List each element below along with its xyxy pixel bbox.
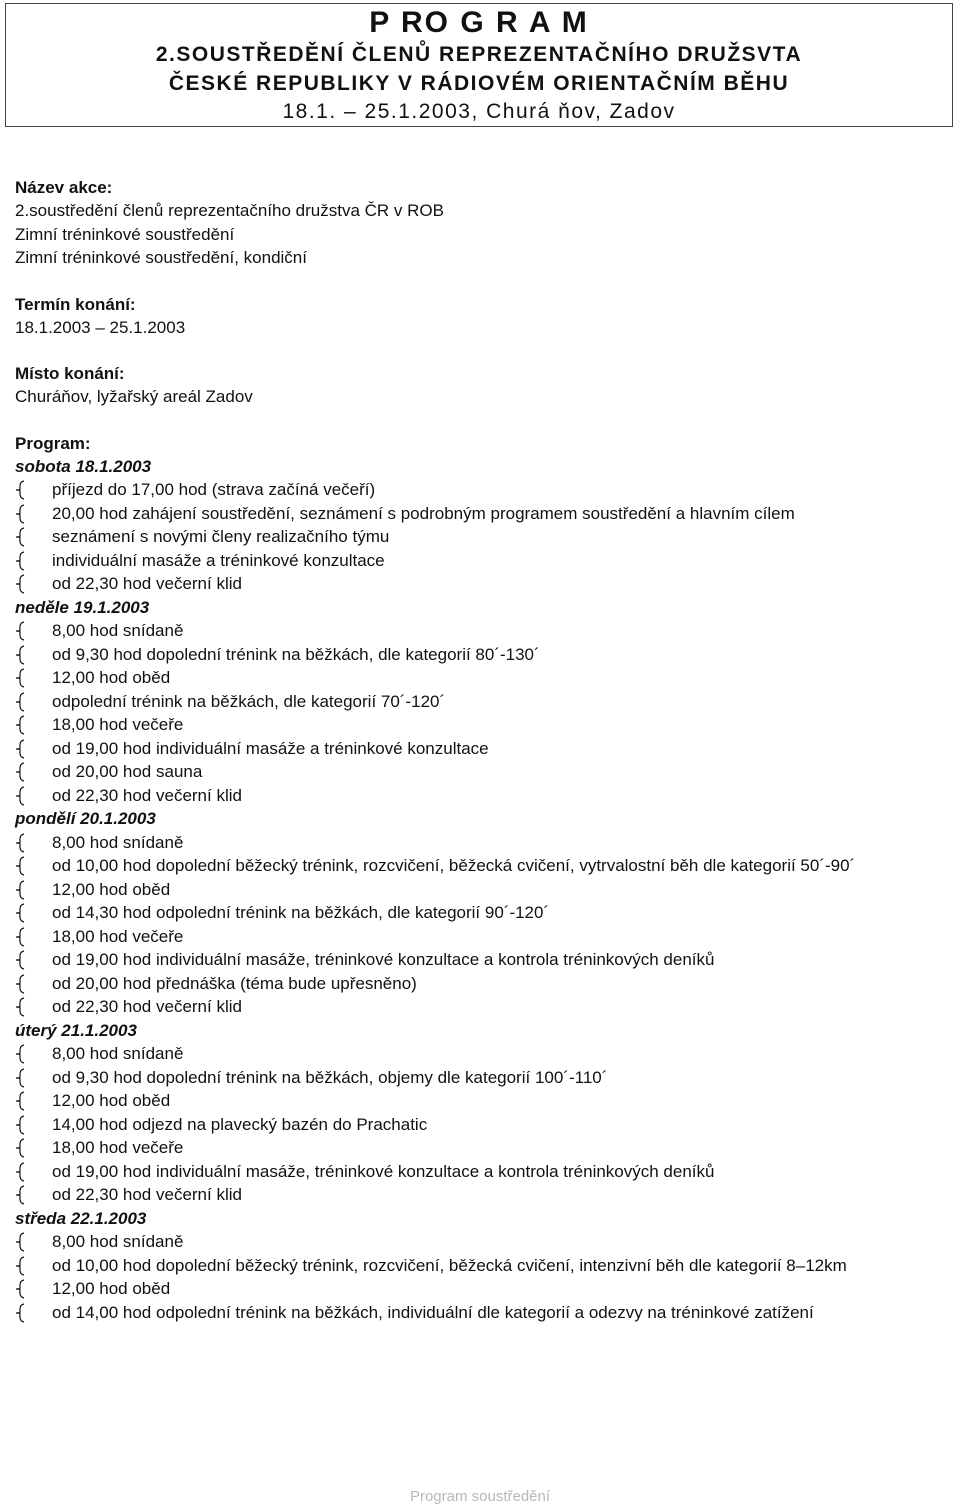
program-item-text: 8,00 hod snídaně: [52, 1232, 184, 1251]
program-item-text: příjezd do 17,00 hod (strava začíná večeří): [52, 480, 376, 499]
program-item-text: od 9,30 hod dopolední trénink na běžkách, objemy dle kategorií 100´-110´: [52, 1067, 608, 1087]
program-item: [15, 572, 945, 596]
brace-bullet-icon: [15, 739, 27, 759]
program-item: [15, 643, 945, 667]
brace-bullet-icon: [15, 903, 27, 923]
program-label: Program:: [15, 433, 91, 453]
brace-bullet-icon: [15, 551, 27, 571]
day-title: sobota 18.1.2003: [15, 456, 152, 476]
program-item-text: od 20,00 hod přednáška (téma bude upřesněno): [52, 973, 417, 993]
program-item: [15, 737, 945, 761]
page-footer: Program soustředění: [409, 1488, 551, 1505]
brace-bullet-icon: [15, 997, 27, 1017]
brace-bullet-icon: [15, 880, 27, 900]
brace-bullet-icon: [15, 974, 27, 994]
brace-bullet-icon: [15, 1256, 27, 1276]
program-item-text: od 22,30 hod večerní klid: [52, 997, 242, 1016]
program-item-text: od 9,30 hod dopolední trénink na běžkách, dle kategorií 80´-130´: [52, 644, 540, 664]
place-label: Místo konání:: [15, 364, 125, 383]
program-days: [15, 455, 945, 1325]
event-name-label: Název akce:: [15, 178, 113, 197]
program-item: [15, 1066, 945, 1090]
brace-bullet-icon: [15, 504, 27, 524]
program-item-text: 12,00 hod oběd: [52, 668, 171, 687]
brace-bullet-icon: [15, 1068, 27, 1088]
brace-bullet-icon: [15, 1091, 27, 1111]
brace-bullet-icon: [15, 1303, 27, 1323]
program-item-text: 18,00 hod večeře: [52, 926, 184, 946]
brace-bullet-icon: [15, 762, 27, 782]
program-item: [15, 972, 945, 996]
program-item: [15, 1136, 945, 1160]
brace-bullet-icon: [15, 1115, 27, 1135]
program-item: [15, 666, 945, 690]
brace-bullet-icon: [15, 621, 27, 641]
page-title: P RO G R A M: [369, 6, 589, 39]
program-item: [15, 690, 945, 714]
brace-bullet-icon: [15, 645, 27, 665]
program-item-text: 18,00 hod večeře: [52, 715, 184, 734]
brace-bullet-icon: [15, 1232, 27, 1252]
header-line-2: ČESKÉ REPUBLIKY V RÁDIOVÉM ORIENTAČNÍM BĚHU: [168, 72, 790, 95]
brace-bullet-icon: [15, 927, 27, 947]
program-item-text: odpolední trénink na běžkách, dle kategorií 70´-120´: [52, 691, 446, 711]
program-item: [15, 478, 945, 502]
program-item-text: individuální masáže a tréninkové konzultace: [52, 550, 385, 570]
program-item: [15, 760, 945, 784]
brace-bullet-icon: [15, 480, 27, 500]
brace-bullet-icon: [15, 856, 27, 876]
event-name-line: Zimní tréninkové soustředění: [15, 224, 235, 244]
program-item-text: seznámení s novými členy realizačního týmu: [52, 527, 390, 546]
program-item: [15, 1113, 945, 1137]
program-item-text: od 10,00 hod dopolední běžecký trénink, rozcvičení, běžecká cvičení, intenzivní běh dle kategorií 8–12km: [52, 1255, 847, 1275]
program-item-text: od 19,00 hod individuální masáže, tréninkové konzultace a kontrola tréninkových deníků: [52, 950, 715, 969]
program-item-text: 14,00 hod odjezd na plavecký bazén do Prachatic: [52, 1114, 428, 1134]
program-item: [15, 502, 945, 526]
program-item: [15, 925, 945, 949]
document-body: [15, 176, 945, 1324]
program-item-text: od 19,00 hod individuální masáže a tréninkové konzultace: [52, 738, 489, 758]
header-box: [5, 3, 953, 127]
brace-bullet-icon: [15, 1138, 27, 1158]
program-item: [15, 525, 945, 549]
program-item: [15, 831, 945, 855]
program-item: [15, 784, 945, 808]
program-item: [15, 854, 945, 878]
day-title: úterý 21.1.2003: [15, 1020, 137, 1040]
brace-bullet-icon: [15, 527, 27, 547]
program-item-text: od 22,30 hod večerní klid: [52, 785, 242, 805]
program-item-text: 20,00 hod zahájení soustředění, seznámení s podrobným programem soustředění a hlavním cílem: [52, 503, 795, 523]
brace-bullet-icon: [15, 1279, 27, 1299]
program-item-text: od 14,30 hod odpolední trénink na běžkách, dle kategorií 90´-120´: [52, 903, 550, 922]
brace-bullet-icon: [15, 833, 27, 853]
event-name-line: 2.soustředění členů reprezentačního družstva ČR v ROB: [15, 201, 444, 220]
program-item: [15, 995, 945, 1019]
program-item: [15, 1042, 945, 1066]
program-item-text: od 19,00 hod individuální masáže, tréninkové konzultace a kontrola tréninkových deníků: [52, 1161, 715, 1181]
program-item: [15, 1089, 945, 1113]
event-name-line: Zimní tréninkové soustředění, kondiční: [15, 248, 307, 267]
term-value: 18.1.2003 – 25.1.2003: [15, 317, 186, 337]
program-item: [15, 901, 945, 925]
program-item-text: 8,00 hod snídaně: [52, 1044, 184, 1063]
term-label: Termín konání:: [15, 294, 136, 314]
day-title: středa 22.1.2003: [15, 1208, 147, 1228]
day-title: neděle 19.1.2003: [15, 597, 150, 617]
program-item-text: 12,00 hod oběd: [52, 879, 171, 899]
program-item-text: 8,00 hod snídaně: [52, 621, 184, 640]
brace-bullet-icon: [15, 715, 27, 735]
program-item-text: od 22,30 hod večerní klid: [52, 1185, 242, 1204]
program-item: [15, 549, 945, 573]
program-item: [15, 619, 945, 643]
program-item: [15, 1183, 945, 1207]
program-item: [15, 1254, 945, 1278]
brace-bullet-icon: [15, 692, 27, 712]
brace-bullet-icon: [15, 950, 27, 970]
brace-bullet-icon: [15, 786, 27, 806]
program-item-text: od 22,30 hod večerní klid: [52, 574, 242, 593]
place-value: Churáňov, lyžařský areál Zadov: [15, 387, 253, 406]
program-item: [15, 948, 945, 972]
program-item-text: 8,00 hod snídaně: [52, 832, 184, 852]
program-item-text: 18,00 hod večeře: [52, 1138, 184, 1157]
program-item-text: od 14,00 hod odpolední trénink na běžkách, individuální dle kategorií a odezvy na tréninkové zatížení: [52, 1302, 814, 1322]
program-item: [15, 1277, 945, 1301]
header-line-1: 2.SOUSTŘEDĚNÍ ČLENŮ REPREZENTAČNÍHO DRUŽSVTA: [155, 43, 803, 66]
program-item: [15, 1230, 945, 1254]
program-item: [15, 713, 945, 737]
program-item: [15, 878, 945, 902]
program-item: [15, 1301, 945, 1325]
brace-bullet-icon: [15, 1044, 27, 1064]
program-item-text: 12,00 hod oběd: [52, 1279, 171, 1298]
program-item-text: 12,00 hod oběd: [52, 1091, 171, 1110]
program-item-text: od 20,00 hod sauna: [52, 762, 203, 781]
brace-bullet-icon: [15, 574, 27, 594]
brace-bullet-icon: [15, 1162, 27, 1182]
brace-bullet-icon: [15, 1185, 27, 1205]
day-title: pondělí 20.1.2003: [15, 809, 156, 828]
program-item: [15, 1160, 945, 1184]
header-dates: 18.1. – 25.1.2003, Churá ňov, Zadov: [282, 100, 676, 123]
brace-bullet-icon: [15, 668, 27, 688]
program-item-text: od 10,00 hod dopolední běžecký trénink, rozcvičení, běžecká cvičení, vytrvalostní běh dle kategorií 50´-90´: [52, 856, 856, 875]
